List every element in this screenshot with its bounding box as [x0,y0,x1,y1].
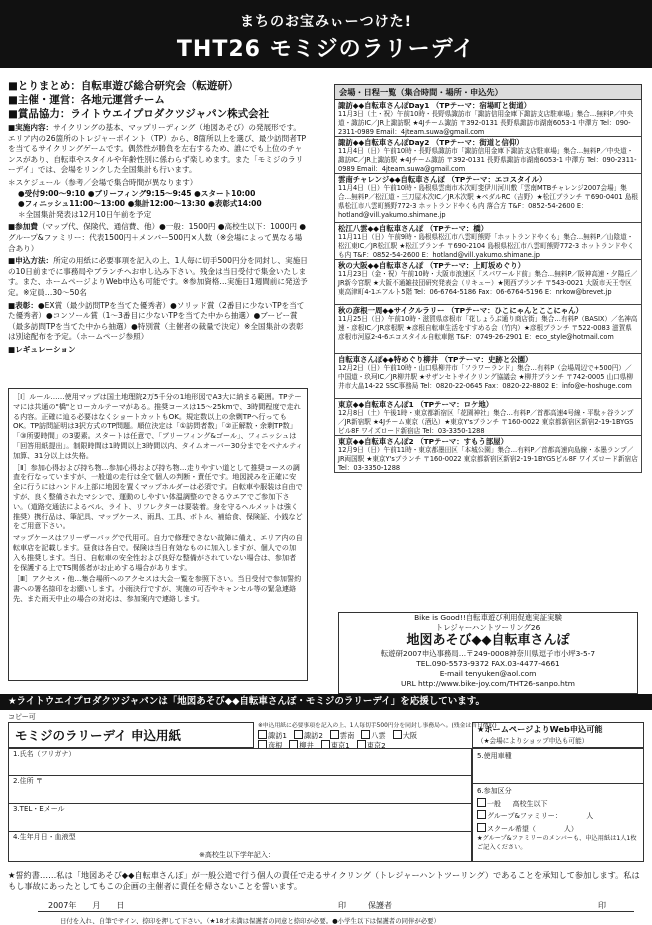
venue-option[interactable] [361,731,385,740]
signature-date[interactable]: 2007年 月 日 [48,901,125,910]
venue-label: 雲南 [339,731,355,740]
event-list [334,100,642,473]
office-title: 地図あそび◆◆自転車さんぽ [406,633,570,648]
overview-heading: ■実施内容： [8,123,54,132]
birth-field[interactable] [8,832,472,862]
schedule-section [8,178,308,220]
bike-type-field[interactable] [472,748,644,784]
regulation-equipment: マップケースはフリーザーバッグで代用可。自力で修理できない故障に備え、エリア内の自転車店を記載します。昼食は各自で。保険は当日有効なものに加入しますが、個人での加入も推奨します。当日、自転車の安全性および良好な整備がされていない場合は、参加者を保護する上でTS関係者がお止めする場合があります。 [13,533,303,572]
venue-option[interactable] [330,731,354,740]
office-line-1: Bike is Good!!自転車遊び利用促進実証実験 [414,613,562,622]
event-details: 12月8日（土）午後1時・東京都新宿区「花園神社」集合…有料P／首都高速4号線・平駄ヶ谷ランプ／JR新宿駅 ★4Jチーム東京（酒込）★東京Y'sブランチ 〒160-0022 東京都新宿区新宿2-19-1BYGSビル8F ワイズロード新宿店 Tel：03-3350-1288 [338,409,634,436]
regulation-access: ［Ⅲ］アクセス・他…集合場所へのアクセスは大会一覧を参照下さい。当日受付で参加誓約書への署名捺印をお願いします。小雨決行ですが、実施の可否やキャンセル等の緊急連絡先、また雨天中止の場合の対応は、参加案内で連絡します。 [13,574,302,603]
checkbox[interactable] [393,730,402,739]
banner-title: THT26 モミジのラリーデイ [176,37,476,62]
category-group-label: グループ&ファミリー： 人 [487,812,594,820]
category-option-school[interactable] [477,823,639,836]
event-title: 東京◆◆自転車さんぽ2 （TPテーマ：すもう部屋） [338,437,508,446]
regulation-box [8,388,308,681]
event-item [334,223,642,260]
event-item [334,100,642,137]
office-tel: TEL.090-5573-9372 FAX.03-4477-4661 [416,659,560,668]
web-apply-note: （★会場によりショップ申込も可能） [477,737,589,745]
fee-heading: ■参加費 [8,222,38,232]
apply-heading: ■申込方法： [8,256,54,266]
organizer-operation: ■主催・運営：各地元運営チーム [8,94,165,106]
address-field[interactable] [8,776,472,804]
venue-label: 諏訪2 [303,731,323,740]
event-details: 12月2日（日）午前10時・山口県柳井市「フラワーランド」集合…有料P（会場周辺で+500円）／中国道・玖珂IC／JR柳井駅 ★サザンセトサイクリング協議会 ★柳井ブランチ 〒742-0005 山口県柳井市大畠14-22 SSC事務局 Tel：0820-22-0645 Fax：0820-22-8802 E：info@e-hoshuge.com [338,364,633,391]
signature-stamp: 印 [338,901,346,910]
left-column [8,80,308,355]
event-title: 秋の大阪◆◆自転車さんぽ （TPテーマ：上町坂めぐり） [338,261,525,270]
signature-row [8,900,644,914]
checkbox[interactable] [361,730,370,739]
regulation-heading: ■レギュレーション [8,344,76,354]
venue-option[interactable] [393,731,417,740]
event-details: 11月4日（日）午前10時・長野県諏訪市「諏訪信用金庫下諏訪支店駐車場」集合…無料P／中央道・諏訪IC／JR上諏訪駅 ★4Jチーム諏訪 〒392-0131 長野県諏訪市湖南6053-1 中澤方 Tel：090-2311-0989 Email：4jteam.suwa@gmail.com [338,147,637,174]
event-details: 11月23日（金・祝）午前10時・大阪市浪速区「スパワールド前」集合…無料P／阪神高速・夕陽丘／JR新今宮駅 ★大阪不通雑技団研究発表会（リキュー）★関西ブランチ 〒543-0021 大阪市天王寺区東高津町4-1エアルト5階 Tel：06-6764-5186 Fax：06-6764-5196 E：nrkow@brevet.jp [338,270,638,297]
banner-subtitle: まちのお宝みぃーつけた! [240,14,412,30]
schedule-line-3: ＊全国集計発表は12月10日午前を予定 [18,209,152,219]
birth-field-label: 4.生年月日・血液型 [13,833,76,841]
schedule-title: 会場・日程一覧（集合時間・場所・申込先） [334,84,642,100]
event-title: 雲南チャレンジ◆◆自転車さんぽ （TPテーマ：エコスタイル） [338,175,547,184]
event-title: 諏訪◆◆自転車さんぽDay2 （TPテーマ：街道と信仰） [338,138,524,147]
tel-email-field-label: 3.TEL・Eメール [13,805,65,813]
event-details: 11月11日（日）午前9時・島根県松江市八雲町熊野「ホットランドやくも」集合…無料P／山陰道・松江東IC／JR松江駅 ★松江ブランチ 〒690-2104 島根県松江市八雲町熊野772-3 ホットランドやくも内 T&F：0852-54-2600 E：hotland@vill.yakumo.shimane.jp [338,233,634,260]
office-address: 転遊研2007申込事務局…〒249-0008神奈川県逗子市小坪3-5-7 [380,649,596,658]
event-item [334,436,642,473]
event-details: 11月25日（日）午前10時・滋賀県彦根市「花しょうぶ通り商店街」集合…有料P（BASIX）／名神高速・彦根IC／JR彦根駅 ★彦根自転車生活をすすめる会（竹内）★彦根ブランチ 〒522-0083 滋賀県彦根市河原2-4-6エコスタイル自転車館 T&F：0749-26-2901 E：eco_style@hotmail.com [338,315,638,342]
schedule-column [334,84,642,473]
venue-label: 諏訪1 [268,731,287,740]
category-heading: 6.参加区分 [477,787,512,795]
venue-row-1 [258,730,470,740]
event-details: 11月4日（日）午前10時・島根県雲南市木次町斐伊川河川敷「雲南MTBチャレンジ2007会場」集合…無料P／松江道・三刀屋木次IC／JR木次駅 ★ペダルRC（吉野）★松江ブランチ 〒690-0401 島根県松江市八雲町熊野772-3 ホットランドやくも内 落合方 T&F：0852-54-2600 E：hotland@vill.yakumo.shimane.jp [338,184,638,220]
category-box [472,784,644,862]
event-details: 12月9日（日）午前11時・東京都墨田区「本城公園」集合…有料P／首都高速向島線・本墨ランプ／JR両国駅 ★東京Y'sブランチ 〒160-0022 東京都新宿区新宿2-19-1BYGSビル8F ワイズロード新宿店 Tel：03-3350-1288 [338,446,638,473]
venue-option[interactable] [294,731,323,740]
event-details: 11月3日（土・祝）午前10時・長野県諏訪市「諏訪信用金庫下諏訪支店駐車場」集合…無料P／中央道・諏訪IC／JR上諏訪駅 ★4Jチーム諏訪 〒392-0131 長野県諏訪市湖南6053-1 中澤方 Tel：090-2311-0989 Email：4jteam.suwa@gmail.com [338,110,634,137]
regulation-rules: ［Ⅰ］ルール……使用マップは国土地理院2万5千分の1地形図でA3大に納まる範囲。TPテーマには共通の"橋"とローカルテーマがある。推奨コースは15～25kmで、3時間程度で走れる内容。正確に辿る必要はなくショートカットもOK。規定数以上の余剰TPへ行ってもOK。TP訪問証明は3択方式のTP問題。順位決定は「①訪問者数」「②正解数・余剰TP数」「③所要時間」の3要素。スタートは任意で、「ブリーフィング&ゴール」、フィニッシュは「回答用紙提出」。制限時間は1時間以上3時間以内、タイムオーバー30分までをペナルティ加算、31分以上は失格。 [13,392,303,460]
office-box [338,612,638,694]
event-title: 松江八雲◆◆自転車さんぽ （TPテーマ：橋） [338,224,489,233]
award-heading: ■表彰： [8,300,38,310]
office-line-2: トレジャーハントツーリング26 [435,623,541,632]
event-title: 諏訪◆◆自転車さんぽDay1 （TPテーマ：宿場町と街道） [338,101,532,110]
award-section [8,301,308,343]
copy-label: コピー可 [8,713,36,721]
checkbox[interactable] [330,730,339,739]
event-item [334,305,642,354]
guardian-stamp: 印 [598,901,606,910]
guardian-label: 保護者 [368,901,392,910]
category-general-label: 一般 高校生以下 [487,799,548,808]
event-item [334,399,642,436]
event-title: 自転車さんぽ◆◆特めぐり柳井 （TPテーマ：史跡と公園） [338,355,533,364]
venue-label: 東京1 [330,741,350,750]
checkbox[interactable] [477,823,486,832]
event-item [334,260,642,305]
organizer-host: ■とりまとめ：自転車遊び総合研究会（転遊研） [8,80,239,92]
fee-text: （マップ代、保険代、通信費、他）●一般：1500円 ●高校生以下：1000円 ●グループ&ファミリー：代表1500円＋メンバー500円×人数（※会場によって異なる場合あり） [8,222,307,253]
apply-text: 所定の用紙に必要事項を記入の上、1人毎に切手500円分を同封し、実施日の10日前までに事務局やブランチへお申し込み下さい。残金は当日受付で集金いたします。また、ホームページよりWeb申込も可能です。※参加資格…実施日1週間前に発送予定。※定員…30～50名 [8,256,308,297]
award-text: ●EX賞（最少訪問TPを当てた優秀者）●ソリッド賞（2番目に少ないTPを当てた優秀者）●コンソール賞（1～3番目に少ないTPを当てた中から抽選）●ブービー賞（最多訪問TPを当てた中から抽選）●特別賞（主催者の裁量で決定）※全国集計の表彰は別途配布を予定。（ホームページ参照） [8,300,305,342]
venue-label: 柳井 [299,741,314,750]
event-item [334,354,642,399]
overview-section [8,123,308,176]
category-option-general[interactable] [477,798,639,811]
regulation-guidelines: ［Ⅱ］参加心得および持ち物…参加心得および持ち物…走りやすい道として推奨コースの調査を行なっていますが、一般道の走行は全て個人の判断・責任です。地図読みを正確に安全に行うにはハンドル上部に地図を置くマップホルダーは必須です。自転車や服装は自由ですが、良く整備されたマシンで、運動のしやすい体温調整のできるウエアでご参加下さい。（道路交通法によるベル、ライト、リフレクターは要装着。身を守るヘルメットは強く推奨）携行品は、筆記具、マップケース、雨具、工具、ボトル、補給食、保険証、小銭などをご用意下さい。 [13,462,303,531]
web-apply-box [472,722,644,748]
organizer-sponsor: ■賞品協力：ライトウエイプロダクツジャパン株式会社 [8,108,270,120]
bike-type-label: 5.使用車種 [477,752,512,760]
office-email: E-mail tenyuken@aol.com [439,669,537,678]
tel-email-field[interactable] [8,804,472,832]
application-form [0,722,652,925]
fee-section [8,222,308,254]
school-grade-label: ※高校生以下学年記入： [199,851,275,859]
venue-checkboxes [258,722,497,750]
checkbox[interactable] [294,730,303,739]
overview-text: サイクリングの基本、マップリーディング（地図あそび）の発展形です。エリア内の26箇所のトレジャーポイント（TP）から、8箇所以上を選び、最少訪問者TPを当てるサイクリングゲームです。偶然性が勝負を左右するため、誰にでも上位のチャンスがあり、自転車やスタイルや年齢性別に係わらず楽しめます。また「モミジのラリーデイ」では、会場をリンクした全国集計も行います。 [8,123,307,175]
event-title: 秋の彦根一周◆◆サイクルラリー （TPテーマ：ひこにゃんとここにゃん） [338,306,583,315]
address-field-label: 2.住所 〒 [13,777,43,785]
venue-label: 大阪 [402,731,418,740]
venue-label: 彦根 [268,741,283,750]
checkbox[interactable] [258,730,267,739]
signature-note: 日付を入れ、自筆でサイン、捺印を押して下さい。（★18才未満は保護者の同意と捺印が必要。●小学生以下は保護者の同伴が必要） [60,917,440,925]
office-url: URL http://www.bike-joy.com/THT26-sanpo.htm [401,679,575,688]
checkbox[interactable] [477,798,486,807]
header-banner [0,0,652,68]
pledge-text: ★誓約書……私は「地図あそび◆◆自転車さんぽ」が一般公道で行う個人の責任で走るサイクリング（トレジャーハントツーリング）であることを承知して参加します。私はもし事故にあったとしてもこの企画の主催者に責任を帰さないことを誓います。 [8,870,640,891]
venue-note: ※申込用紙に必要事項を記入の上、1人毎切手500円分を同封し事務局へ。(残金は当日徴収) [258,723,497,729]
checkbox[interactable] [477,810,486,819]
support-banner: ★ライトウエイプロダクツジャパンは「地図あそび◆◆自転車さんぽ・モミジのラリーデイ」を応援しています。 [0,694,652,710]
venue-label: 東京2 [366,741,386,750]
category-note: ★グループ&ファミリーのメンバーも、申込用紙は1人1枚ご記入ください。 [477,835,637,851]
web-apply-title[interactable]: ★ホームページよりWeb申込可能 [477,724,603,734]
event-title: 東京◆◆自転車さんぽ1 （TPテーマ：ロケ地） [338,400,494,409]
name-field-label: 1.氏名（フリガナ） [13,750,76,758]
signature-line [38,911,634,912]
schedule-line-2: ●フィニッシュ11:00～13:00 ●集計12:00～13:30 ●表彰式14:00 [18,199,262,209]
form-title: モミジのラリーデイ 申込用紙 [8,722,254,748]
category-option-group[interactable] [477,810,639,823]
venue-option[interactable] [258,731,287,740]
event-item [334,137,642,174]
schedule-line-1: ●受付9:00～9:10 ●ブリーフィング9:15～9:45 ●スタート10:00 [18,188,256,198]
apply-section [8,256,308,298]
category-school-label: スクール希望（ 人） [487,824,578,833]
name-field[interactable] [8,748,472,776]
event-item [334,174,642,223]
venue-label: 八雲 [371,731,386,740]
schedule-heading: ＊スケジュール（参考／会場で集合時間が異なります） [8,177,198,187]
